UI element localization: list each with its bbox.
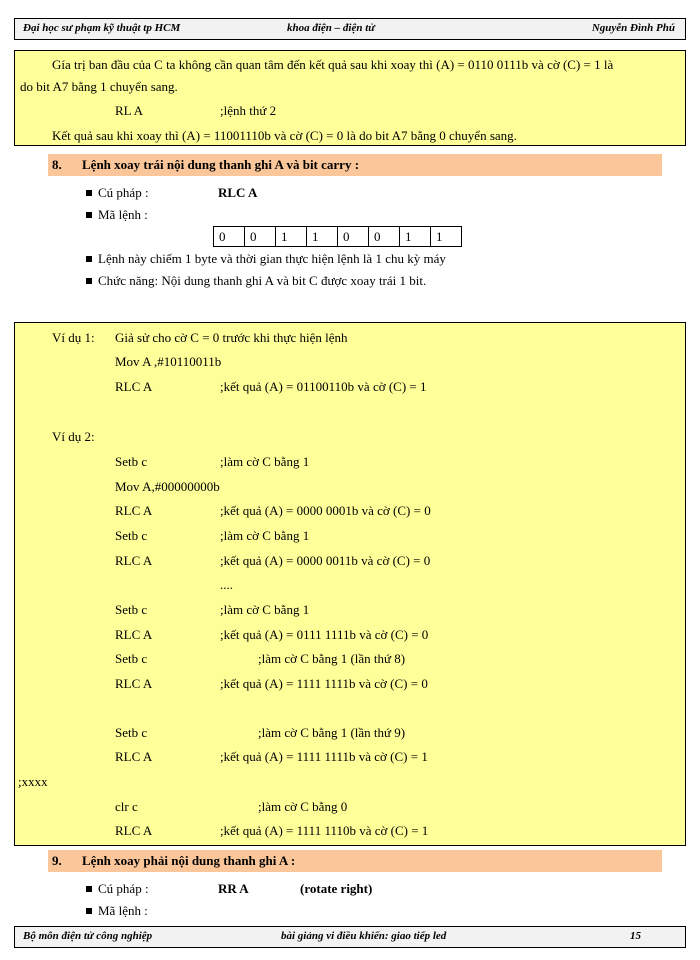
- code-comment: ;kết quả (A) = 1111 1110b và cờ (C) = 1: [220, 823, 429, 838]
- code-instr: Setb c: [115, 454, 148, 469]
- code-comment: ;làm cờ C bằng 1: [220, 602, 310, 617]
- code-instr: Setb c: [115, 725, 148, 740]
- examples-box: [14, 322, 686, 846]
- opcode-bit: 0: [369, 227, 400, 247]
- code-instr: RLC A: [115, 676, 153, 691]
- section9-syntax-note: (rotate right): [300, 881, 373, 896]
- example1-mov: Mov A ,#10110011b: [115, 354, 222, 369]
- code-comment: ;làm cờ C bằng 1: [220, 528, 310, 543]
- header-center: khoa điện – điện tử: [287, 22, 375, 34]
- section8-opcode-label: Mã lệnh :: [98, 207, 148, 222]
- code-instr: Setb c: [115, 602, 148, 617]
- section9-number: 9.: [52, 853, 62, 868]
- code-comment: ;làm cờ C bằng 1 (lần thứ 9): [258, 725, 406, 740]
- bullet-icon: [86, 190, 92, 196]
- code-comment: ;kết quả (A) = 0000 0001b và cờ (C) = 0: [220, 503, 431, 518]
- page-header: [14, 18, 686, 40]
- code-comment: ;kết quả (A) = 0111 1111b và cờ (C) = 0: [220, 627, 429, 642]
- section8-bullet-size: Lệnh này chiếm 1 byte và thời gian thực hiện lệnh là 1 chu kỳ máy: [98, 251, 446, 266]
- page-number: 15: [630, 930, 641, 942]
- code-comment: ;làm cờ C bằng 0: [258, 799, 348, 814]
- top-code-comment: ;lệnh thứ 2: [220, 103, 277, 118]
- code-comment: ;làm cờ C bằng 1: [220, 454, 310, 469]
- code-instr: RLC A: [115, 823, 153, 838]
- code-comment: ;làm cờ C bằng 1 (lần thứ 8): [258, 651, 406, 666]
- top-paragraph-line2: do bit A7 bằng 1 chuyển sang.: [20, 79, 178, 94]
- header-right: Nguyễn Đình Phú: [591, 22, 675, 34]
- top-paragraph-result: Kết quả sau khi xoay thì (A) = 11001110b và cờ (C) = 0 là do bit A7 bằng 0 chuyển sang.: [52, 128, 517, 143]
- section8-bullet-function: Chức năng: Nội dung thanh ghi A và bit C được xoay trái 1 bit.: [98, 273, 427, 288]
- code-comment: ;kết quả (A) = 1111 1111b và cờ (C) = 1: [220, 749, 428, 764]
- top-paragraph-line1: Gía trị ban đầu của C ta không cần quan tâm đến kết quả sau khi xoay thì (A) = 0110 0111b và cờ (C) = 1 là: [52, 57, 614, 72]
- code-instr: Mov A,#00000000b: [115, 479, 220, 494]
- opcode-bit: 1: [400, 227, 431, 247]
- code-ellipsis: ....: [220, 577, 233, 592]
- section8-number: 8.: [52, 157, 62, 172]
- bullet-icon: [86, 908, 92, 914]
- footer-left: Bộ môn điện tử công nghiệp: [23, 930, 153, 942]
- example1-rlc-instr: RLC A: [115, 379, 153, 394]
- code-instr: Setb c: [115, 651, 148, 666]
- section9-title: Lệnh xoay phải nội dung thanh ghi A :: [82, 853, 296, 868]
- section8-syntax-label: Cú pháp :: [98, 185, 149, 200]
- example2-label: Ví dụ 2:: [52, 429, 95, 444]
- bullet-icon: [86, 212, 92, 218]
- opcode-bit: 1: [431, 227, 462, 247]
- code-instr: RLC A: [115, 553, 153, 568]
- opcode-bit: 0: [214, 227, 245, 247]
- bullet-icon: [86, 256, 92, 262]
- code-instr: Setb c: [115, 528, 148, 543]
- code-instr: RLC A: [115, 627, 153, 642]
- header-left: Đại học sư phạm kỹ thuật tp HCM: [23, 22, 181, 34]
- example1-rlc-comment: ;kết quả (A) = 01100110b và cờ (C) = 1: [220, 379, 427, 394]
- opcode-bit: 1: [307, 227, 338, 247]
- section9-opcode-label: Mã lệnh :: [98, 903, 148, 918]
- code-xxxx-comment: ;xxxx: [18, 774, 48, 789]
- code-instr: clr c: [115, 799, 138, 814]
- bullet-icon: [86, 886, 92, 892]
- opcode-bit-table: [213, 226, 462, 247]
- example1-description: Giả sử cho cờ C = 0 trước khi thực hiện lệnh: [115, 330, 348, 345]
- page-footer: [14, 926, 686, 948]
- opcode-bit: 0: [338, 227, 369, 247]
- code-comment: ;kết quả (A) = 0000 0011b và cờ (C) = 0: [220, 553, 431, 568]
- bullet-icon: [86, 278, 92, 284]
- top-code-instr: RL A: [115, 103, 144, 118]
- opcode-bit: 1: [276, 227, 307, 247]
- footer-center: bài giảng vi điều khiển: giao tiếp led: [281, 930, 447, 942]
- section9-syntax-label: Cú pháp :: [98, 881, 149, 896]
- code-comment: ;kết quả (A) = 1111 1111b và cờ (C) = 0: [220, 676, 428, 691]
- section9-syntax-value: RR A: [218, 881, 249, 896]
- section8-syntax-value: RLC A: [218, 185, 258, 200]
- section8-title: Lệnh xoay trái nội dung thanh ghi A và bit carry :: [82, 157, 360, 172]
- example1-label: Ví dụ 1:: [52, 330, 95, 345]
- code-instr: RLC A: [115, 503, 153, 518]
- code-instr: RLC A: [115, 749, 153, 764]
- opcode-bit: 0: [245, 227, 276, 247]
